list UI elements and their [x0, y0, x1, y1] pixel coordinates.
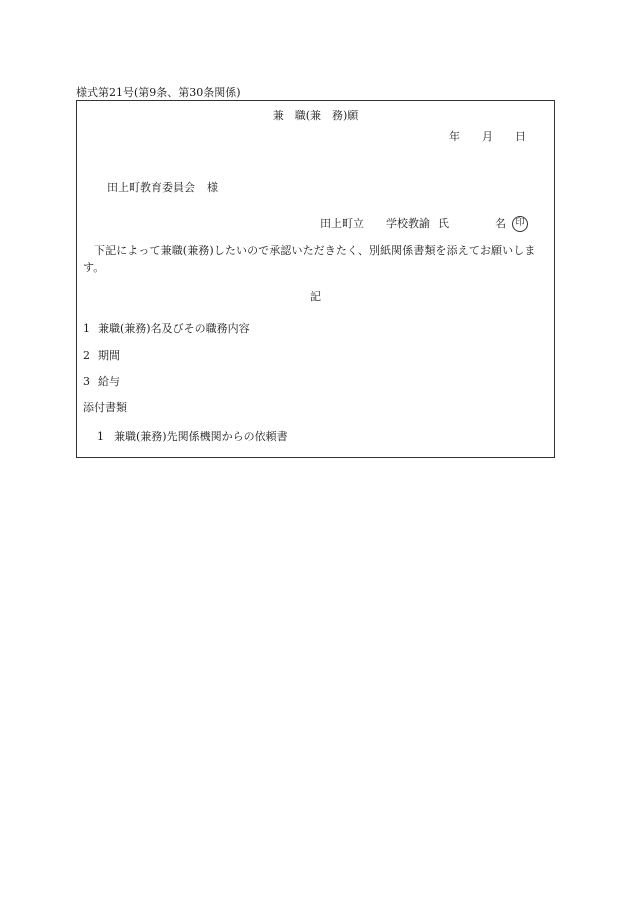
list-item [83, 322, 250, 336]
date-month-label: 月 [482, 130, 493, 143]
item-number: 2 [83, 349, 90, 362]
list-item [83, 349, 120, 363]
attachment-label: 兼職(兼務)先関係機関からの依頼書 [114, 430, 288, 443]
date-day-label: 日 [515, 130, 526, 143]
application-form [76, 100, 555, 458]
date-year-label: 年 [449, 130, 460, 143]
sender-position: 学校教諭 [386, 216, 430, 230]
ki-heading: 記 [310, 290, 321, 303]
item-number: 1 [83, 322, 90, 335]
sender-name-label-2: 名 [495, 216, 506, 230]
form-title: 兼 職(兼 務)願 [272, 109, 359, 122]
item-label: 期間 [98, 349, 120, 362]
sender-name-label-1: 氏 [438, 216, 449, 230]
item-number: 3 [83, 375, 90, 388]
addressee-honorific: 様 [207, 181, 218, 194]
form-number: 様式第21号(第9条、第30条関係) [76, 86, 241, 99]
sender-school: 田上町立 [320, 216, 364, 230]
seal-icon: 印 [512, 216, 528, 232]
sender-line [320, 216, 528, 232]
item-label: 給与 [98, 375, 120, 388]
attachment-item [97, 430, 288, 444]
addressee [107, 181, 218, 195]
attachments-heading: 添付書類 [83, 401, 127, 414]
date-line [449, 130, 526, 144]
request-body-text: 下記によって兼職(兼務)したいので承認いただきたく、別紙関係書類を添えてお願いします。 [83, 244, 536, 275]
addressee-name: 田上町教育委員会 [107, 181, 195, 194]
list-item [83, 375, 120, 389]
item-label: 兼職(兼務)名及びその職務内容 [98, 322, 250, 335]
attachment-number: 1 [97, 430, 104, 443]
